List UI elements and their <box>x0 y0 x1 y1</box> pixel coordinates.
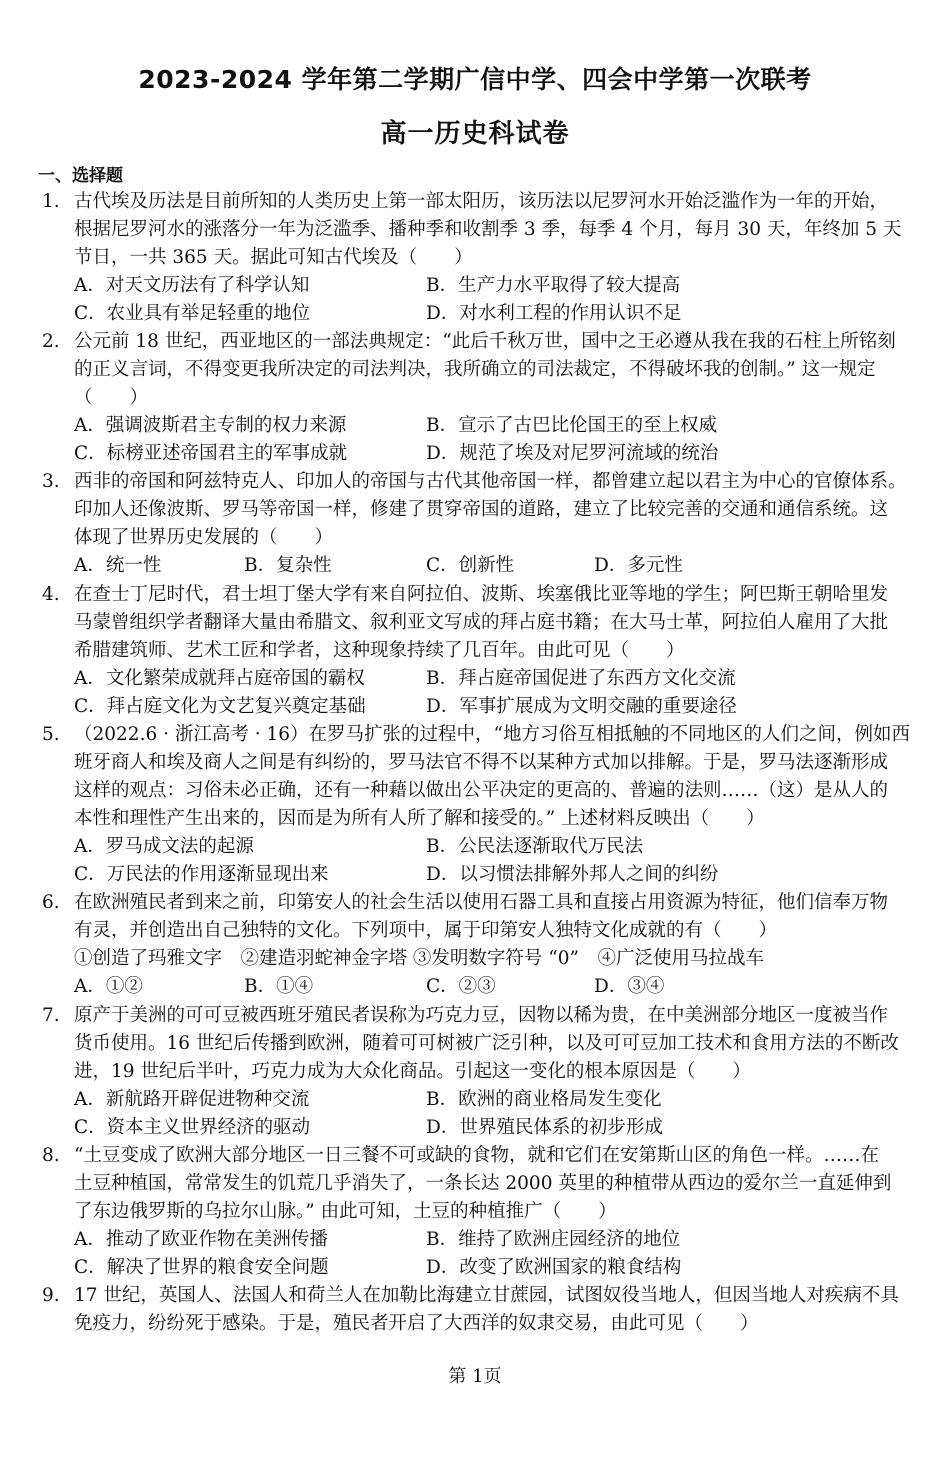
option-d[interactable]: D．③④ <box>594 976 665 997</box>
question-text: 根据尼罗河水的涨落分一年为泛滥季、播种季和收割季 3 季，每季 4 个月，每月 30 天，年终加 5 天 <box>74 219 902 240</box>
question-text: 了东边俄罗斯的乌拉尔山脉。” 由此可知，土豆的种植推广（ ） <box>74 1201 617 1222</box>
question-text: 节日，一共 365 天。据此可知古代埃及（ ） <box>74 247 473 268</box>
question-text: 马蒙曾组织学者翻译大量由希腊文、叙利亚文写成的拜占庭书籍；在大马士革，阿拉伯人雇用了大批 <box>74 612 889 633</box>
question-2 <box>42 328 910 468</box>
question-text: 原产于美洲的可可豆被西班牙殖民者误称为巧克力豆，因物以稀为贵，在中美洲部分地区一度被当作 <box>74 1005 889 1026</box>
option-a[interactable]: A．罗马成文法的起源 <box>74 836 254 857</box>
question-text: 货币使用。16 世纪后传播到欧洲，随着可可树被广泛引种，以及可可豆加工技术和食用方法的不断改 <box>74 1033 899 1054</box>
option-c[interactable]: C．农业具有举足轻重的地位 <box>74 303 311 324</box>
question-text: 西非的帝国和阿兹特克人、印加人的帝国与古代其他帝国一样，都曾建立起以君主为中心的官僚体系。 <box>74 471 907 492</box>
option-c[interactable]: C．资本主义世界经济的驱动 <box>74 1117 311 1138</box>
question-5 <box>42 721 910 889</box>
question-text: 有灵，并创造出自己独特的文化。下列项中，属于印第安人独特文化成就的有（ ） <box>74 920 778 941</box>
option-b[interactable]: B．复杂性 <box>244 555 332 576</box>
question-text: 班牙商人和埃及商人之间是有纠纷的，罗马法官不得不以某种方式加以排解。于是，罗马法逐渐形成 <box>74 752 889 773</box>
question-statements: ①创造了玛雅文字 ②建造羽蛇神金字塔 ③发明数字符号 “0” ④广泛使用马拉战车 <box>74 948 764 969</box>
question-text: 希腊建筑师、艺术工匠和学者，这种现象持续了几百年。由此可见（ ） <box>74 640 685 661</box>
exam-title: 2023-2024 学年第二学期广信中学、四会中学第一次联考 <box>138 65 812 94</box>
question-text: 免疫力，纷纷死于感染。于是，殖民者开启了大西洋的奴隶交易，由此可见（ ） <box>74 1313 759 1334</box>
question-text: （2022.6 · 浙江高考 · 16）在罗马扩张的过程中，“地方习俗互相抵触的不同地区的人们之间，例如西 <box>74 724 910 745</box>
question-text: 体现了世界历史发展的（ ） <box>74 527 334 548</box>
option-c[interactable]: C．②③ <box>426 976 496 997</box>
question-text: 本性和理性产生出来的，因而是为所有人所了解和接受的。” 上述材料反映出（ ） <box>74 808 765 829</box>
question-number: 8. <box>42 1145 60 1166</box>
question-text: 古代埃及历法是目前所知的人类历史上第一部太阳历，该历法以尼罗河水开始泛滥作为一年的开始， <box>74 191 889 212</box>
section-heading: 一、选择题 <box>38 166 123 186</box>
question-6 <box>42 889 910 1001</box>
question-8 <box>42 1142 910 1282</box>
question-text: “土豆变成了欧洲大部分地区一日三餐不可或缺的食物，就和它们在安第斯山区的角色一样。……在 <box>74 1145 879 1166</box>
option-c[interactable]: C．万民法的作用逐渐显现出来 <box>74 864 329 885</box>
question-text: 公元前 18 世纪，西亚地区的一部法典规定：“此后千秋万世，国中之王必遵从我在我的石柱上所铭刻 <box>74 331 896 352</box>
question-text: 17 世纪，英国人、法国人和荷兰人在加勒比海建立甘蔗园，试图奴役当地人，但因当地人对疾病不具 <box>74 1285 899 1306</box>
option-c[interactable]: C．拜占庭文化为文艺复兴奠定基础 <box>74 696 366 717</box>
question-9 <box>42 1282 910 1338</box>
option-a[interactable]: A．强调波斯君主专制的权力来源 <box>74 415 347 436</box>
option-a[interactable]: A．新航路开辟促进物种交流 <box>74 1089 310 1110</box>
option-b[interactable]: B．欧洲的商业格局发生变化 <box>426 1089 662 1110</box>
question-4 <box>42 581 910 721</box>
question-text: 的正义言词，不得变更我所决定的司法判决，我所确立的司法裁定，不得破坏我的创制。” 这一规定 <box>74 359 876 380</box>
option-d[interactable]: D．改变了欧洲国家的粮食结构 <box>426 1257 682 1278</box>
option-a[interactable]: A．文化繁荣成就拜占庭帝国的霸权 <box>74 668 365 689</box>
option-d[interactable]: D．世界殖民体系的初步形成 <box>426 1117 663 1138</box>
question-text: 在查士丁尼时代，君士坦丁堡大学有来自阿拉伯、波斯、埃塞俄比亚等地的学生；阿巴斯王朝哈里发 <box>74 584 889 605</box>
option-c[interactable]: C．解决了世界的粮食安全问题 <box>74 1257 329 1278</box>
question-text: 土豆种植国，常常发生的饥荒几乎消失了，一条长达 2000 英里的种植带从西边的爱尔兰一直延伸到 <box>74 1173 892 1194</box>
page-number: 第 1页 <box>448 1366 502 1387</box>
question-number: 6. <box>42 892 60 913</box>
question-number: 2. <box>42 331 60 352</box>
option-a[interactable]: A．对天文历法有了科学认知 <box>74 275 310 296</box>
option-b[interactable]: B．生产力水平取得了较大提高 <box>426 275 681 296</box>
question-number: 9. <box>42 1285 60 1306</box>
option-a[interactable]: A．①② <box>74 976 143 997</box>
question-text: 进，19 世纪后半叶，巧克力成为大众化商品。引起这一变化的根本原因是（ ） <box>74 1061 751 1082</box>
question-7 <box>42 1002 910 1142</box>
exam-subtitle: 高一历史科试卷 <box>380 119 570 149</box>
question-text: 在欧洲殖民者到来之前，印第安人的社会生活以使用石器工具和直接占用资源为特征，他们信奉万物 <box>74 892 889 913</box>
question-text: 这样的观点：习俗未必正确，还有一种藉以做出公平决定的更高的、普遍的法则……（这）是从人的 <box>74 780 889 801</box>
option-a[interactable]: A．推动了欧亚作物在美洲传播 <box>74 1229 328 1250</box>
question-text: （ ） <box>74 387 149 408</box>
option-d[interactable]: D．多元性 <box>594 555 683 576</box>
option-b[interactable]: B．公民法逐渐取代万民法 <box>426 836 644 857</box>
question-number: 4. <box>42 584 60 605</box>
question-text: 印加人还像波斯、罗马等帝国一样，修建了贯穿帝国的道路，建立了比较完善的交通和通信系统。这 <box>74 499 889 520</box>
option-c[interactable]: C．创新性 <box>426 555 515 576</box>
option-d[interactable]: D．以习惯法排解外邦人之间的纠纷 <box>426 864 719 885</box>
option-b[interactable]: B．拜占庭帝国促进了东西方文化交流 <box>426 668 736 689</box>
option-d[interactable]: D．军事扩展成为文明交融的重要途径 <box>426 696 737 717</box>
option-b[interactable]: B．宣示了古巴比伦国王的至上权威 <box>426 415 718 436</box>
question-number: 5. <box>42 724 60 745</box>
question-3 <box>42 468 910 580</box>
question-number: 1. <box>42 191 60 212</box>
question-number: 3. <box>42 471 60 492</box>
option-a[interactable]: A．统一性 <box>74 555 162 576</box>
option-c[interactable]: C．标榜亚述帝国君主的军事成就 <box>74 443 348 464</box>
question-number: 7. <box>42 1005 60 1026</box>
option-d[interactable]: D．对水利工程的作用认识不足 <box>426 303 682 324</box>
option-d[interactable]: D．规范了埃及对尼罗河流域的统治 <box>426 443 719 464</box>
option-b[interactable]: B．①④ <box>244 976 314 997</box>
question-1 <box>42 188 910 328</box>
option-b[interactable]: B．维持了欧洲庄园经济的地位 <box>426 1229 681 1250</box>
